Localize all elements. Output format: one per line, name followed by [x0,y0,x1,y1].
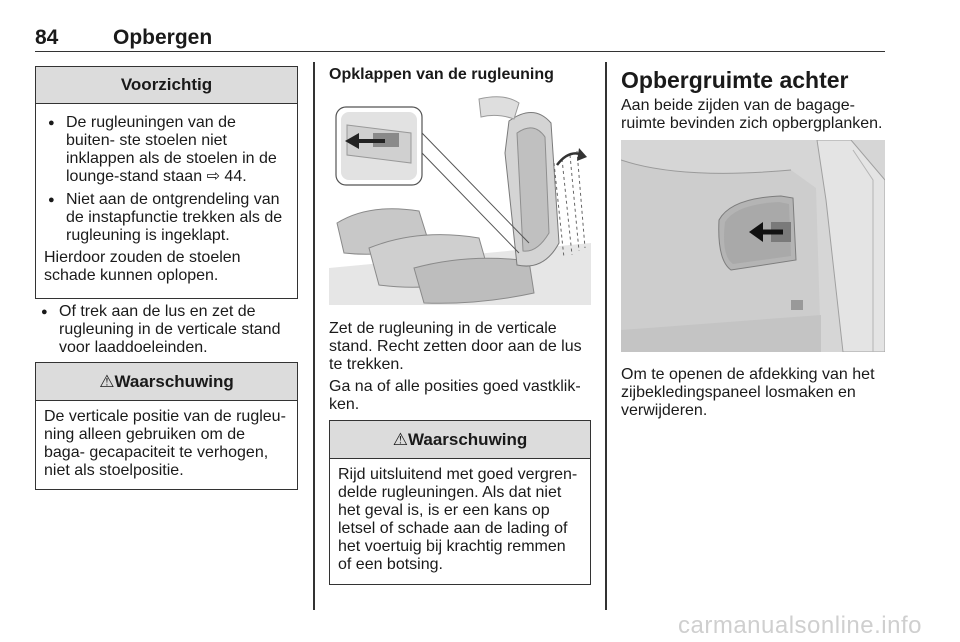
caution-closing: Hierdoor zouden de stoelen schade kunnen oplopen. [44,249,241,284]
warning-body-2: Rijd uitsluitend met goed vergren- delde rugleuningen. Als dat niet het geval is, is er een kans op letsel of schade aan de lading of het voertuig bij krachtig remmen of een botsing. [338,466,578,573]
list-item: ● De rugleuningen van de buiten- ste stoelen niet inklappen als de stoelen in de lounge-stand staan ⇨ 44. [44,114,289,186]
caution-box [35,66,298,299]
section-heading-fold: Opklappen van de rugleuning [329,66,554,83]
page-ref-number[interactable]: 44. [224,168,247,185]
warning-title-1: ⚠Waarschuwing [36,363,297,401]
page-number: 84 [35,26,59,49]
column-divider-2 [605,62,607,610]
watermark: carmanualsonline.info [678,612,922,639]
page-ref-icon[interactable]: ⇨ [206,168,220,185]
list-item: ● Niet aan de ontgrendeling van de instapfunctie trekken als de rugleuning is ingeklapt. [44,191,289,245]
fold-check-text: Ga na of alle posities goed vastklik- ken. [329,378,581,413]
warning-box-1 [35,362,298,490]
caution-list [44,114,289,245]
caution-title: Voorzichtig [36,67,297,104]
page-title: Opbergen [113,26,213,49]
warning-title-2: ⚠Waarschuwing [330,421,590,459]
page-header [35,26,885,52]
warning-icon: ⚠ [392,430,408,449]
warning-icon: ⚠ [99,372,115,391]
warning-box-2 [329,420,591,585]
section-heading-storage: Opbergruimte achter [621,67,849,93]
storage-intro-text: Aan beide zijden van de bagage- ruimte bevinden zich opbergplanken. [621,97,883,132]
storage-illustration [621,140,885,352]
column-divider-1 [313,62,315,610]
bullet-list [37,303,295,357]
fold-instruction-text: Zet de rugleuning in de verticale stand. Recht zetten door aan de lus te trekken. [329,320,582,373]
warning-body-1: De verticale positie van de rugleu- ning alleen gebruiken om de baga- gecapaciteit te verhogen, niet als stoelpositie. [44,408,286,479]
list-item: ● Of trek aan de lus en zet de rugleuning in de verticale stand voor laaddoeleinden. [37,303,295,357]
seat-illustration [329,93,591,305]
storage-open-text: Om te openen de afdekking van het zijbekledingspaneel losmaken en verwijderen. [621,366,875,419]
